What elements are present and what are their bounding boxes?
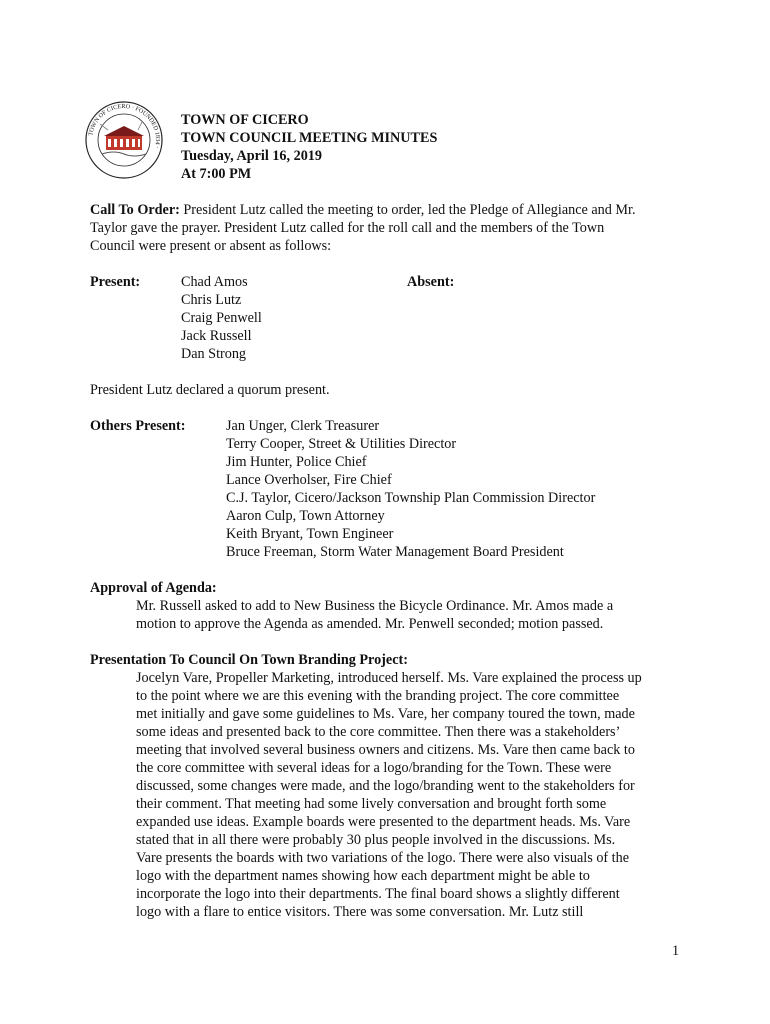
others-present-item: Bruce Freeman, Storm Water Management Board President xyxy=(226,544,564,560)
presentation-line: to the point where we are this evening with the branding project. The core committee xyxy=(136,688,620,704)
others-present-item: Aaron Culp, Town Attorney xyxy=(226,508,385,524)
others-present-item: Terry Cooper, Street & Utilities Director xyxy=(226,436,457,452)
presentation-line: some ideas and presented back to the core committee. Then there was a stakeholders’ xyxy=(136,724,621,740)
minutes-body xyxy=(90,201,690,921)
presentation-line: discussed, some changes were made, and the logo/branding went to the stakeholders for xyxy=(136,778,635,794)
header-date: Tuesday, April 16, 2019 xyxy=(181,148,322,164)
others-present-item: Lance Overholser, Fire Chief xyxy=(226,472,392,488)
presentation-line: incorporate the logo into their departments. The final board shows a slightly different xyxy=(136,886,620,902)
call-to-order-line: President Lutz called the meeting to order, led the Pledge of Allegiance and Mr. xyxy=(179,202,636,218)
agenda-line: Mr. Russell asked to add to New Business the Bicycle Ordinance. Mr. Amos made a xyxy=(136,598,614,614)
svg-text:TOWN OF CICERO · FOUNDED 1834: TOWN OF CICERO · FOUNDED 1834 · xyxy=(87,102,162,150)
others-present xyxy=(90,417,690,561)
agenda-heading: Approval of Agenda: xyxy=(90,580,217,596)
present-list xyxy=(181,273,262,363)
presentation-line: expanded use ideas. Example boards were presented to the department heads. Ms. Vare xyxy=(136,814,631,830)
agenda-line: motion to approve the Agenda as amended. Mr. Penwell seconded; motion passed. xyxy=(136,616,604,632)
present-member: Chad Amos xyxy=(181,274,248,290)
presentation-line: meeting that involved several business owners and citizens. Ms. Vare then came back to xyxy=(136,742,635,758)
agenda-section xyxy=(90,579,690,633)
town-seal-logo xyxy=(84,100,164,180)
present-member: Chris Lutz xyxy=(181,292,242,308)
presentation-line: the core committee with several ideas for a logo/branding for the Town. These were xyxy=(136,760,612,776)
presentation-text xyxy=(90,669,690,921)
header-title: TOWN COUNCIL MEETING MINUTES xyxy=(181,130,438,146)
page-number: 1 xyxy=(672,943,680,959)
presentation-line: Jocelyn Vare, Propeller Marketing, introduced herself. Ms. Vare explained the process up xyxy=(136,670,642,686)
absent-label: Absent: xyxy=(407,274,455,290)
others-present-item: Jim Hunter, Police Chief xyxy=(226,454,367,470)
presentation-line: their comment. That meeting had some lively conversation and brought forth some xyxy=(136,796,607,812)
call-to-order-label: Call To Order: xyxy=(90,202,180,218)
present-member: Jack Russell xyxy=(181,328,252,344)
presentation-line: met initially and gave some guidelines to Ms. Vare, her company toured the town, made xyxy=(136,706,635,722)
header-town: TOWN OF CICERO xyxy=(181,112,309,128)
agenda-text xyxy=(90,597,690,633)
roll-call xyxy=(90,273,690,363)
others-present-item: Jan Unger, Clerk Treasurer xyxy=(226,418,380,434)
presentation-heading: Presentation To Council On Town Branding Project: xyxy=(90,652,408,668)
call-to-order-line: Taylor gave the prayer. President Lutz called for the roll call and the members of the Town xyxy=(90,220,605,236)
others-present-item: C.J. Taylor, Cicero/Jackson Township Plan Commission Director xyxy=(226,490,596,506)
presentation-line: logo with a flare to entice visitors. There was some conversation. Mr. Lutz still xyxy=(136,904,584,920)
call-to-order-line: Council were present or absent as follows: xyxy=(90,238,332,254)
presentation-line: stated that in all there were probably 30 plus people involved in the discussions. Ms. xyxy=(136,832,616,848)
presentation-section xyxy=(90,651,690,921)
others-present-list xyxy=(226,417,595,561)
others-present-label: Others Present: xyxy=(90,418,186,434)
meeting-header xyxy=(181,111,437,183)
present-member: Dan Strong xyxy=(181,346,247,362)
others-present-item: Keith Bryant, Town Engineer xyxy=(226,526,394,542)
present-member: Craig Penwell xyxy=(181,310,262,326)
call-to-order-section xyxy=(90,201,690,255)
header-time: At 7:00 PM xyxy=(181,166,252,182)
present-label: Present: xyxy=(90,274,141,290)
quorum-statement: President Lutz declared a quorum present. xyxy=(90,382,330,398)
presentation-line: logo with the department names showing how each department might be able to xyxy=(136,868,590,884)
presentation-line: Vare presents the boards with two variations of the logo. There were also visuals of the xyxy=(136,850,630,866)
